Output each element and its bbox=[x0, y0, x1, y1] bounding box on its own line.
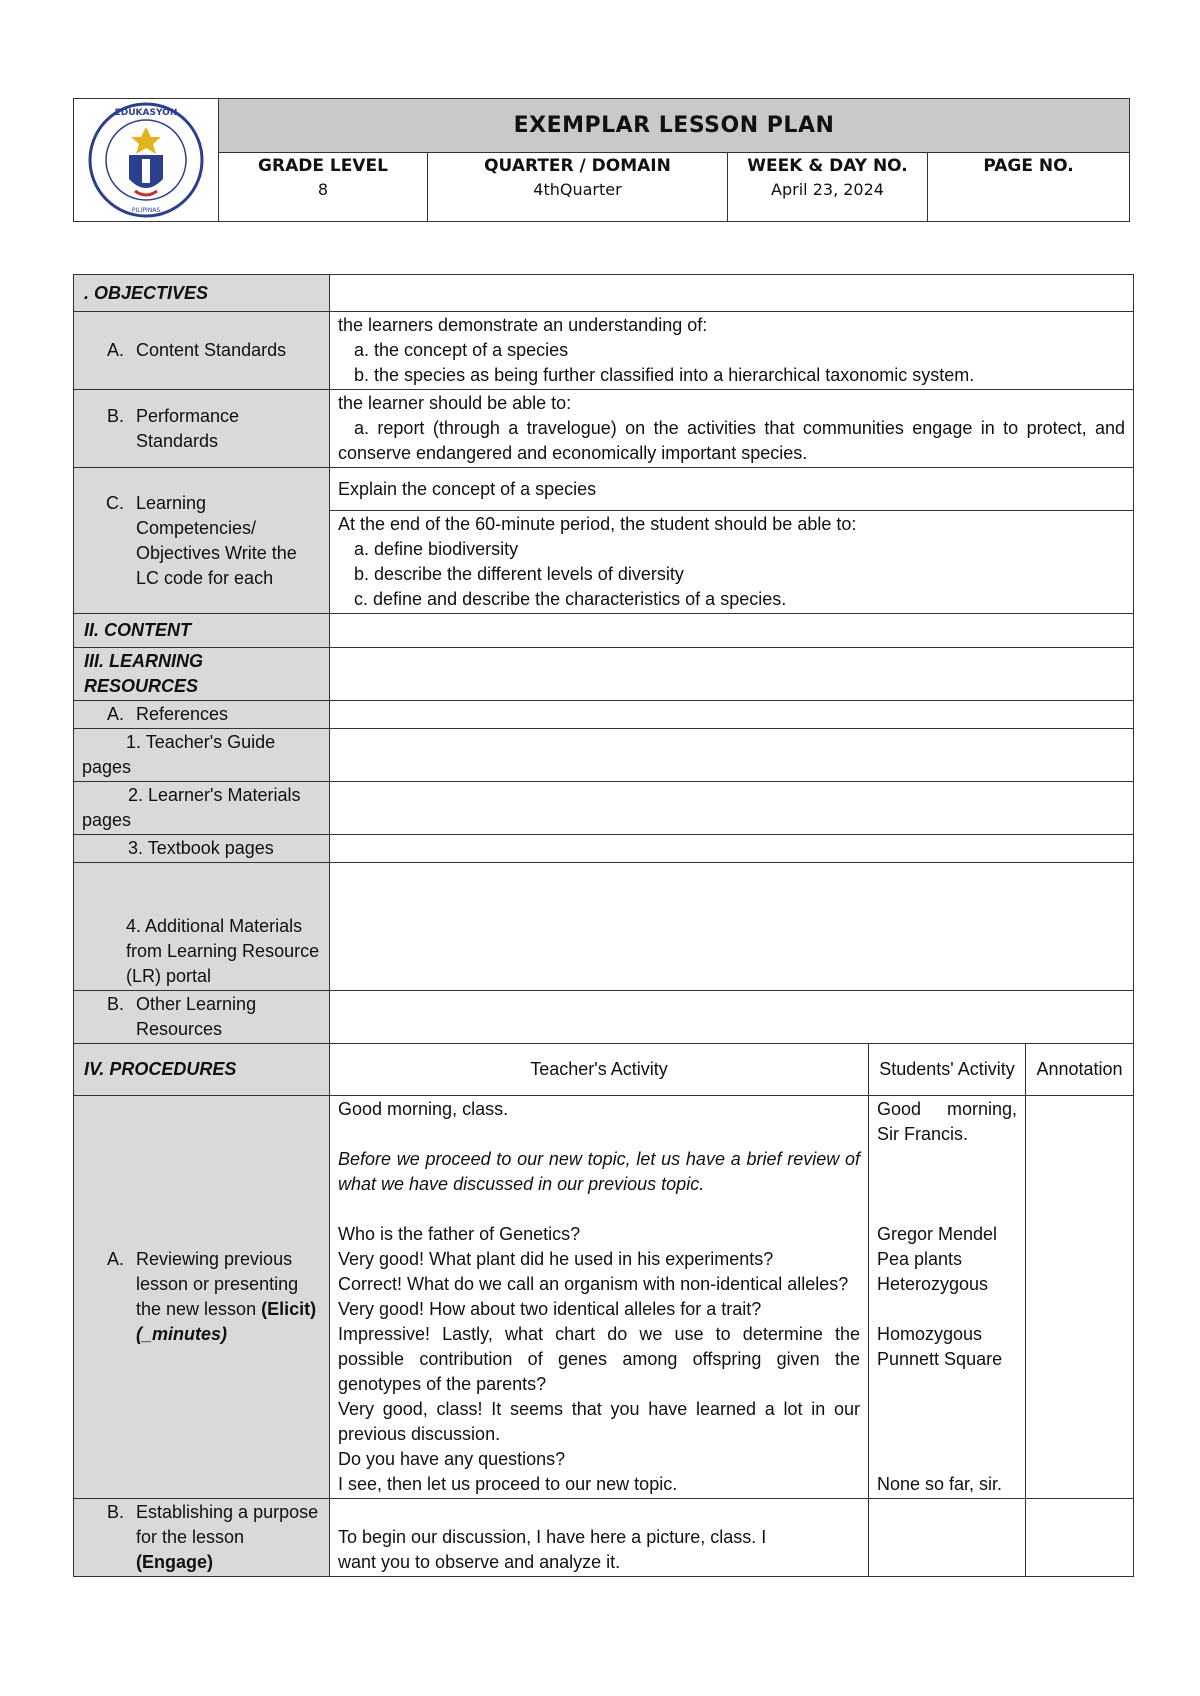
additional-materials-value bbox=[330, 863, 1134, 991]
references-num: A. bbox=[106, 704, 124, 724]
deped-seal-logo bbox=[87, 101, 205, 219]
other-resources-row bbox=[74, 991, 1134, 1044]
resources-row bbox=[74, 648, 1134, 701]
additional-materials-label: 4. Additional Materials from Learning Resource (LR) portal bbox=[74, 863, 330, 991]
content-standards-a: a. the concept of a species bbox=[354, 340, 569, 360]
content-standards-label-cell bbox=[74, 312, 330, 390]
procedure-b-phase: (Engage) bbox=[136, 1552, 214, 1572]
logo-cell bbox=[74, 99, 219, 221]
content-row bbox=[74, 614, 1134, 648]
performance-standards-a: a. report (through a travelogue) on the activities that communities engage in to protect, and conserve endangered and economically important species. bbox=[338, 418, 1126, 463]
tg-label: 1. Teacher's Guide pages bbox=[74, 729, 330, 782]
student-line: Good morning, Sir Francis. bbox=[877, 1099, 1017, 1144]
procedure-a-teacher-cell bbox=[330, 1096, 869, 1499]
procedure-a-row bbox=[74, 1096, 1134, 1499]
procedure-b-students-cell bbox=[869, 1499, 1026, 1577]
procedure-a-students-cell bbox=[869, 1096, 1026, 1499]
content-standards-cell bbox=[330, 312, 1134, 390]
page-no-cell bbox=[928, 152, 1129, 221]
student-line: Heterozygous bbox=[877, 1274, 989, 1294]
svg-text:PILIPINAS: PILIPINAS bbox=[131, 207, 161, 214]
week-day-value: April 23, 2024 bbox=[771, 180, 884, 199]
student-line: Pea plants bbox=[877, 1249, 963, 1269]
week-day-label: WEEK & DAY NO. bbox=[747, 156, 908, 176]
procedures-heading: IV. PROCEDURES bbox=[74, 1044, 330, 1096]
performance-standards-num: B. bbox=[106, 405, 124, 426]
specific-objectives-cell bbox=[330, 511, 1134, 614]
references-value bbox=[330, 701, 1134, 729]
references-row bbox=[74, 701, 1134, 729]
content-heading: II. CONTENT bbox=[74, 614, 330, 648]
procedure-b-label-cell bbox=[74, 1499, 330, 1577]
teacher-line: Very good, class! It seems that you have learned a lot in our previous discussion. bbox=[338, 1399, 860, 1444]
lesson-plan-header bbox=[73, 98, 1130, 222]
student-line: None so far, sir. bbox=[877, 1474, 1003, 1494]
annotation-header: Annotation bbox=[1026, 1044, 1134, 1096]
other-resources-label-cell bbox=[74, 991, 330, 1044]
lm-row bbox=[74, 782, 1134, 835]
objective-a: a. define biodiversity bbox=[354, 539, 519, 559]
competencies-row bbox=[74, 468, 1134, 511]
procedure-a-annotation-cell bbox=[1026, 1096, 1134, 1499]
procedure-b-teacher-cell: To begin our discussion, I have here a picture, class. I want you to observe and analyze it. bbox=[330, 1499, 869, 1577]
objectives-intro: At the end of the 60-minute period, the student should be able to: bbox=[338, 514, 857, 534]
grade-level-label: GRADE LEVEL bbox=[258, 156, 388, 176]
procedure-b-label: Establishing a purpose for the lesson bbox=[136, 1502, 319, 1547]
performance-standards-intro: the learner should be able to: bbox=[338, 393, 572, 413]
student-line: Gregor Mendel bbox=[877, 1224, 998, 1244]
textbook-row bbox=[74, 835, 1134, 863]
objective-b: b. describe the different levels of diversity bbox=[354, 564, 684, 584]
performance-standards-cell bbox=[330, 390, 1134, 468]
competencies-num: C. bbox=[106, 492, 124, 513]
additional-materials-row bbox=[74, 863, 1134, 991]
lesson-plan-title: EXEMPLAR LESSON PLAN bbox=[219, 99, 1129, 153]
other-resources-label: Other Learning Resources bbox=[136, 994, 257, 1039]
quarter-domain-label: QUARTER / DOMAIN bbox=[484, 156, 671, 176]
lm-label: 2. Learner's Materials pages bbox=[74, 782, 330, 835]
objective-c: c. define and describe the characteristics of a species. bbox=[354, 589, 787, 609]
procedure-a-phase: (Elicit) bbox=[261, 1299, 317, 1319]
lc-cell: Explain the concept of a species bbox=[330, 468, 1134, 511]
other-resources-value bbox=[330, 991, 1134, 1044]
resources-heading: III. LEARNING RESOURCES bbox=[74, 648, 330, 701]
objectives-value bbox=[330, 275, 1134, 312]
procedure-a-label-cell bbox=[74, 1096, 330, 1499]
textbook-label: 3. Textbook pages bbox=[74, 835, 330, 863]
week-day-cell bbox=[728, 152, 928, 221]
content-standards-b: b. the species as being further classified into a hierarchical taxonomic system. bbox=[354, 365, 975, 385]
content-standards-intro: the learners demonstrate an understanding of: bbox=[338, 315, 708, 335]
grade-level-value: 8 bbox=[317, 180, 329, 199]
teacher-line: Impressive! Lastly, what chart do we use to determine the possible contribution of genes among offspring given the genotypes of the parents? bbox=[338, 1324, 860, 1394]
procedure-a-label: Reviewing previous lesson or presenting the new lesson bbox=[136, 1249, 299, 1319]
teacher-line: Do you have any questions? bbox=[338, 1449, 566, 1469]
content-standards-row bbox=[74, 312, 1134, 390]
teacher-activity-header: Teacher's Activity bbox=[330, 1044, 869, 1096]
textbook-value bbox=[330, 835, 1134, 863]
quarter-domain-cell bbox=[428, 152, 728, 221]
performance-standards-label: Performance Standards bbox=[136, 405, 240, 451]
teacher-line: Very good! How about two identical alleles for a trait? bbox=[338, 1299, 762, 1319]
competencies-label: Learning Competencies/ Objectives Write the LC code for each bbox=[136, 492, 297, 588]
tg-value bbox=[330, 729, 1134, 782]
page-no-label: PAGE NO. bbox=[983, 156, 1074, 176]
quarter-domain-value: 4thQuarter bbox=[533, 180, 622, 199]
content-standards-num: A. bbox=[106, 340, 124, 360]
teacher-line: Before we proceed to our new topic, let us have a brief review of what we have discussed in our previous topic. bbox=[338, 1149, 860, 1194]
teacher-line: I see, then let us proceed to our new topic. bbox=[338, 1474, 678, 1494]
teacher-line: Very good! What plant did he used in his experiments? bbox=[338, 1249, 774, 1269]
procedure-b-annotation-cell bbox=[1026, 1499, 1134, 1577]
lesson-plan-table bbox=[73, 274, 1134, 1577]
grade-level-cell bbox=[219, 152, 428, 221]
performance-standards-label-cell bbox=[74, 390, 330, 468]
tg-row bbox=[74, 729, 1134, 782]
svg-text:EDUKASYON: EDUKASYON bbox=[114, 108, 178, 118]
content-value bbox=[330, 614, 1134, 648]
procedure-a-minutes: (_minutes) bbox=[136, 1324, 228, 1344]
content-standards-label: Content Standards bbox=[136, 340, 287, 360]
performance-standards-row bbox=[74, 390, 1134, 468]
objectives-heading: . OBJECTIVES bbox=[74, 275, 330, 312]
students-activity-header: Students' Activity bbox=[869, 1044, 1026, 1096]
teacher-line: Correct! What do we call an organism with non-identical alleles? bbox=[338, 1274, 849, 1294]
procedure-b-row bbox=[74, 1499, 1134, 1577]
teacher-line: Who is the father of Genetics? bbox=[338, 1224, 581, 1244]
competencies-label-cell bbox=[74, 468, 330, 614]
references-label: References bbox=[136, 704, 229, 724]
procedure-a-num: A. bbox=[106, 1249, 124, 1269]
student-line: Punnett Square bbox=[877, 1349, 1003, 1369]
procedure-b-num: B. bbox=[106, 1502, 124, 1522]
other-resources-num: B. bbox=[106, 994, 124, 1014]
resources-value bbox=[330, 648, 1134, 701]
references-label-cell bbox=[74, 701, 330, 729]
teacher-line: Good morning, class. bbox=[338, 1099, 509, 1119]
procedures-header-row bbox=[74, 1044, 1134, 1096]
lm-value bbox=[330, 782, 1134, 835]
student-line: Homozygous bbox=[877, 1324, 983, 1344]
objectives-row bbox=[74, 275, 1134, 312]
